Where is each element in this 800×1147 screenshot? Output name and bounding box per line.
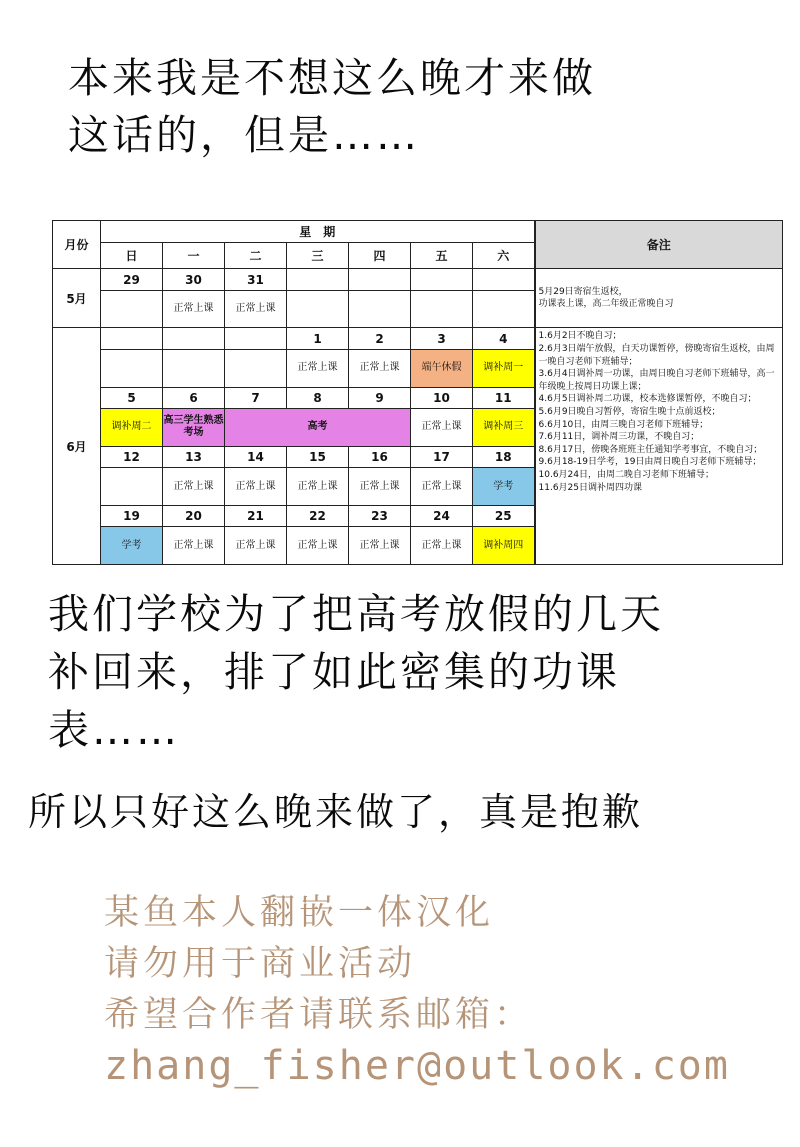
day-cell: 9 bbox=[349, 387, 411, 409]
june-note-line: 10.6月24日，由周二晚自习老师下班辅导； bbox=[538, 469, 714, 480]
weekday-wed: 三 bbox=[287, 242, 349, 269]
day-cell: 14 bbox=[225, 446, 287, 468]
status-cell: 正常上课 bbox=[163, 468, 225, 505]
june-note-line: 11.6月25日调补周四功课 bbox=[538, 482, 642, 493]
weekday-fri: 五 bbox=[411, 242, 473, 269]
status-cell bbox=[101, 290, 163, 327]
day-cell bbox=[101, 328, 163, 350]
status-cell bbox=[473, 290, 535, 327]
may-note-line: 功课表上课，高二年级正常晚自习 bbox=[538, 299, 674, 310]
day-cell bbox=[225, 328, 287, 350]
middle-line-1: 我们学校为了把高考放假的几天 bbox=[48, 590, 664, 638]
status-cell-makeup: 调补周三 bbox=[473, 409, 535, 446]
status-cell bbox=[101, 350, 163, 387]
calendar-table bbox=[52, 220, 783, 565]
day-cell: 11 bbox=[473, 387, 535, 409]
day-cell: 19 bbox=[101, 505, 163, 527]
day-cell bbox=[163, 328, 225, 350]
day-cell: 21 bbox=[225, 505, 287, 527]
credits-line-3: 希望合作者请联系邮箱： bbox=[104, 995, 534, 1035]
status-cell: 正常上课 bbox=[163, 290, 225, 327]
may-notes bbox=[535, 269, 783, 328]
day-cell: 4 bbox=[473, 328, 535, 350]
middle-line-2: 补回来，排了如此密集的功课 bbox=[48, 648, 620, 696]
status-cell: 正常上课 bbox=[411, 409, 473, 446]
status-cell: 正常上课 bbox=[163, 527, 225, 565]
day-cell: 17 bbox=[411, 446, 473, 468]
status-cell: 正常上课 bbox=[411, 468, 473, 505]
day-cell: 3 bbox=[411, 328, 473, 350]
day-cell: 18 bbox=[473, 446, 535, 468]
status-cell: 正常上课 bbox=[287, 350, 349, 387]
status-cell-makeup: 调补周一 bbox=[473, 350, 535, 387]
day-cell: 12 bbox=[101, 446, 163, 468]
june-note-line: 7.6月11日，调补周三功课，不晚自习； bbox=[538, 432, 700, 443]
closing-text bbox=[0, 782, 800, 842]
june-note-line: 9.6月18-19日学考，19日由周日晚自习老师下班辅导； bbox=[538, 457, 762, 468]
day-cell bbox=[349, 269, 411, 291]
day-cell: 2 bbox=[349, 328, 411, 350]
june-notes bbox=[535, 328, 783, 565]
status-cell-makeup: 调补周二 bbox=[101, 409, 163, 446]
weekday-header: 星 期 bbox=[101, 221, 535, 243]
day-cell: 23 bbox=[349, 505, 411, 527]
status-cell bbox=[163, 350, 225, 387]
june-note-line: 2.6月3日端午放假，白天功课暂停，傍晚寄宿生返校，由周一晚自习老师下班辅导； bbox=[538, 343, 775, 367]
middle-line-3: 表…… bbox=[48, 706, 180, 754]
status-cell bbox=[287, 290, 349, 327]
intro-line-2: 这话的，但是…… bbox=[68, 111, 420, 159]
day-cell: 30 bbox=[163, 269, 225, 291]
day-cell: 1 bbox=[287, 328, 349, 350]
month-header: 月份 bbox=[53, 221, 101, 269]
month-june: 6月 bbox=[53, 328, 101, 565]
status-cell: 正常上课 bbox=[225, 468, 287, 505]
day-cell: 6 bbox=[163, 387, 225, 409]
credits-line-1: 某鱼本人翻嵌一体汉化 bbox=[104, 893, 495, 933]
status-cell bbox=[101, 468, 163, 505]
status-cell-exam: 学考 bbox=[473, 468, 535, 505]
status-cell: 正常上课 bbox=[411, 527, 473, 565]
status-cell: 正常上课 bbox=[349, 468, 411, 505]
june-note-line: 5.6月9日晚自习暂停，寄宿生晚十点前返校； bbox=[538, 406, 721, 417]
credits-text bbox=[0, 888, 800, 1092]
day-cell: 16 bbox=[349, 446, 411, 468]
weekday-sat: 六 bbox=[473, 242, 535, 269]
june-note-line: 8.6月17日，傍晚各班班主任通知学考事宜，不晚自习； bbox=[538, 444, 763, 455]
status-cell: 正常上课 bbox=[225, 527, 287, 565]
intro-line-1: 本来我是不想这么晚才来做 bbox=[68, 54, 596, 102]
june-note-line: 4.6月5日调补周二功课，校本选修课暂停，不晚自习； bbox=[538, 394, 757, 405]
day-cell bbox=[287, 269, 349, 291]
middle-text bbox=[0, 585, 800, 759]
status-cell-gaokao: 高考 bbox=[225, 409, 411, 446]
day-cell: 8 bbox=[287, 387, 349, 409]
status-cell bbox=[225, 350, 287, 387]
contact-email: zhang_fisher@outlook.com bbox=[104, 1043, 730, 1089]
day-cell: 15 bbox=[287, 446, 349, 468]
status-cell-exam: 学考 bbox=[101, 527, 163, 565]
june-note-line: 1.6月2日不晚自习； bbox=[538, 331, 622, 342]
status-cell bbox=[411, 290, 473, 327]
day-cell: 5 bbox=[101, 387, 163, 409]
june-note-line: 3.6月4日调补周一功课，由周日晚自习老师下班辅导，高一年级晚上按周日功课上课； bbox=[538, 369, 775, 392]
day-cell: 7 bbox=[225, 387, 287, 409]
day-cell: 24 bbox=[411, 505, 473, 527]
status-cell: 正常上课 bbox=[287, 527, 349, 565]
schedule-table bbox=[52, 220, 782, 565]
day-cell: 20 bbox=[163, 505, 225, 527]
credits-line-2: 请勿用于商业活动 bbox=[104, 944, 417, 984]
status-cell-holiday: 端午休假 bbox=[411, 350, 473, 387]
status-cell-exam-prep: 高三学生熟悉考场 bbox=[163, 409, 225, 446]
day-cell: 29 bbox=[101, 269, 163, 291]
day-cell: 25 bbox=[473, 505, 535, 527]
day-cell bbox=[473, 269, 535, 291]
status-cell: 正常上课 bbox=[349, 527, 411, 565]
weekday-sun: 日 bbox=[101, 242, 163, 269]
may-note-line: 5月29日寄宿生返校， bbox=[538, 286, 628, 297]
month-may: 5月 bbox=[53, 269, 101, 328]
status-cell-makeup: 调补周四 bbox=[473, 527, 535, 565]
day-cell: 31 bbox=[225, 269, 287, 291]
status-cell: 正常上课 bbox=[225, 290, 287, 327]
day-cell bbox=[411, 269, 473, 291]
notes-header: 备注 bbox=[535, 221, 783, 269]
weekday-mon: 一 bbox=[163, 242, 225, 269]
status-cell: 正常上课 bbox=[349, 350, 411, 387]
status-cell: 正常上课 bbox=[287, 468, 349, 505]
weekday-thu: 四 bbox=[349, 242, 411, 269]
day-cell: 13 bbox=[163, 446, 225, 468]
intro-text bbox=[0, 50, 800, 164]
day-cell: 10 bbox=[411, 387, 473, 409]
weekday-tue: 二 bbox=[225, 242, 287, 269]
status-cell bbox=[349, 290, 411, 327]
day-cell: 22 bbox=[287, 505, 349, 527]
june-note-line: 6.6月10日，由周三晚自习老师下班辅导； bbox=[538, 419, 709, 430]
closing-line-1: 所以只好这么晚来做了，真是抱歉 bbox=[28, 790, 644, 834]
